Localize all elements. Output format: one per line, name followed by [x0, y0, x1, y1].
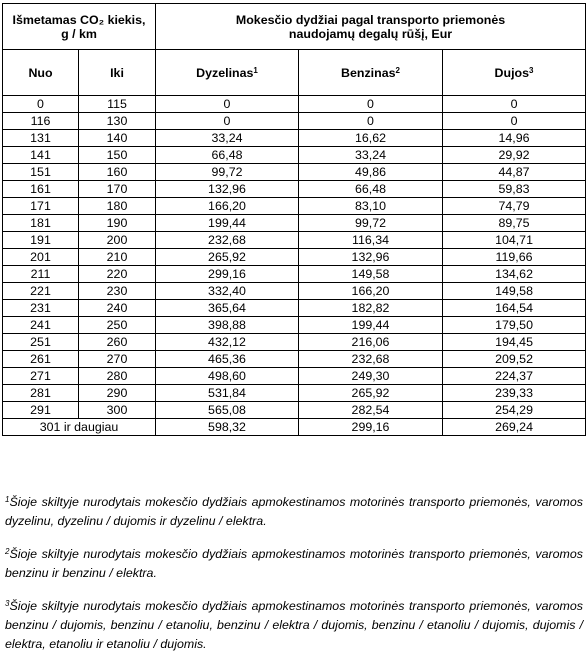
cell-petrol: 166,20 [299, 283, 443, 300]
footnote-petrol: $^2$Šioje skiltyje nurodytais mokesčio dydžiais apmokestinamos motorinės transporto priemonės, varomos benzinu ir benzinu / elektra. [5, 547, 583, 580]
col-header-diesel: Dyzelinas$^1$ [156, 50, 299, 96]
table-row [3, 351, 586, 368]
cell-diesel: 132,96 [156, 181, 299, 198]
table-row [3, 266, 586, 283]
cell-from: 141 [3, 147, 79, 164]
cell-to: 300 [79, 402, 156, 419]
table-header [3, 4, 586, 96]
cell-from: 261 [3, 351, 79, 368]
col-header-gas: Dujos$^3$ [443, 50, 586, 96]
co2-header-line1: Išmetamas CO₂ kiekis, [12, 12, 146, 27]
cell-gas: 29,92 [443, 147, 586, 164]
co2-header [3, 4, 156, 50]
cell-diesel: 432,12 [156, 334, 299, 351]
cell-to: 250 [79, 317, 156, 334]
cell-diesel: 565,08 [156, 402, 299, 419]
tax-header-line1: Mokesčio dydžiai pagal transporto priemonės [235, 12, 506, 27]
cell-diesel: 0 [156, 113, 299, 130]
cell-from: 241 [3, 317, 79, 334]
table-row [3, 317, 586, 334]
cell-gas: 239,33 [443, 385, 586, 402]
cell-gas: 59,83 [443, 181, 586, 198]
table-row [3, 181, 586, 198]
cell-to: 190 [79, 215, 156, 232]
cell-to: 260 [79, 334, 156, 351]
cell-to: 160 [79, 164, 156, 181]
cell-to: 240 [79, 300, 156, 317]
cell-petrol: 232,68 [299, 351, 443, 368]
table-row-last [3, 419, 586, 436]
cell-from: 131 [3, 130, 79, 147]
table-row [3, 113, 586, 130]
cell-gas: 0 [443, 113, 586, 130]
cell-from: 0 [3, 96, 79, 113]
cell-from: 151 [3, 164, 79, 181]
cell-gas: 224,37 [443, 368, 586, 385]
tax-rate-header [156, 4, 586, 50]
cell-petrol: 66,48 [299, 181, 443, 198]
cell-to: 180 [79, 198, 156, 215]
cell-to: 270 [79, 351, 156, 368]
cell-petrol: 116,34 [299, 232, 443, 249]
cell-to: 140 [79, 130, 156, 147]
cell-range: 301 ir daugiau [3, 419, 156, 436]
cell-petrol: 299,16 [299, 419, 443, 436]
cell-to: 210 [79, 249, 156, 266]
footnote-gas: $^3$Šioje skiltyje nurodytais mokesčio dydžiais apmokestinamos motorinės transporto priemonės, varomos benzinu / dujomis, benzinu / etanoliu, benzinu / elektra / dujomis, benzinu / etanoliu / dujomis, dujomis / elektra, etanoliu ir etanoliu / dujomis. [5, 599, 584, 651]
cell-to: 150 [79, 147, 156, 164]
cell-diesel: 166,20 [156, 198, 299, 215]
cell-from: 191 [3, 232, 79, 249]
cell-petrol: 33,24 [299, 147, 443, 164]
cell-petrol: 83,10 [299, 198, 443, 215]
cell-gas: 164,54 [443, 300, 586, 317]
cell-from: 181 [3, 215, 79, 232]
cell-diesel: 99,72 [156, 164, 299, 181]
cell-to: 280 [79, 368, 156, 385]
table-row [3, 215, 586, 232]
tax-header-line2: naudojamų degalų rūšį, Eur [288, 26, 453, 41]
cell-petrol: 16,62 [299, 130, 443, 147]
cell-from: 281 [3, 385, 79, 402]
cell-diesel: 531,84 [156, 385, 299, 402]
cell-diesel: 199,44 [156, 215, 299, 232]
cell-petrol: 132,96 [299, 249, 443, 266]
cell-gas: 104,71 [443, 232, 586, 249]
cell-diesel: 66,48 [156, 147, 299, 164]
cell-petrol: 282,54 [299, 402, 443, 419]
co2-header-line2: g / km [61, 26, 97, 41]
cell-gas: 269,24 [443, 419, 586, 436]
header-row-top [3, 4, 586, 50]
cell-petrol: 0 [299, 96, 443, 113]
cell-diesel: 498,60 [156, 368, 299, 385]
tax-table [2, 3, 586, 436]
table-row [3, 130, 586, 147]
table-row [3, 368, 586, 385]
cell-from: 271 [3, 368, 79, 385]
cell-diesel: 0 [156, 96, 299, 113]
table-row [3, 147, 586, 164]
table-row [3, 232, 586, 249]
cell-diesel: 265,92 [156, 249, 299, 266]
cell-petrol: 249,30 [299, 368, 443, 385]
cell-gas: 134,62 [443, 266, 586, 283]
table-row [3, 198, 586, 215]
cell-petrol: 265,92 [299, 385, 443, 402]
col-header-to: Iki [79, 50, 156, 96]
cell-gas: 44,87 [443, 164, 586, 181]
cell-petrol: 199,44 [299, 317, 443, 334]
cell-petrol: 49,86 [299, 164, 443, 181]
cell-gas: 209,52 [443, 351, 586, 368]
cell-gas: 179,50 [443, 317, 586, 334]
cell-diesel: 465,36 [156, 351, 299, 368]
cell-from: 231 [3, 300, 79, 317]
cell-diesel: 398,88 [156, 317, 299, 334]
table-row [3, 164, 586, 181]
cell-to: 230 [79, 283, 156, 300]
cell-from: 201 [3, 249, 79, 266]
cell-from: 211 [3, 266, 79, 283]
cell-to: 115 [79, 96, 156, 113]
cell-petrol: 0 [299, 113, 443, 130]
cell-gas: 194,45 [443, 334, 586, 351]
cell-to: 200 [79, 232, 156, 249]
table-row [3, 385, 586, 402]
cell-gas: 254,29 [443, 402, 586, 419]
cell-petrol: 182,82 [299, 300, 443, 317]
cell-from: 116 [3, 113, 79, 130]
cell-diesel: 232,68 [156, 232, 299, 249]
cell-diesel: 299,16 [156, 266, 299, 283]
cell-petrol: 99,72 [299, 215, 443, 232]
cell-from: 171 [3, 198, 79, 215]
cell-from: 161 [3, 181, 79, 198]
table-row [3, 402, 586, 419]
header-row-columns [3, 50, 586, 96]
col-header-from: Nuo [3, 50, 79, 96]
cell-gas: 0 [443, 96, 586, 113]
table-row [3, 96, 586, 113]
cell-gas: 149,58 [443, 283, 586, 300]
cell-petrol: 216,06 [299, 334, 443, 351]
table-row [3, 334, 586, 351]
cell-to: 220 [79, 266, 156, 283]
cell-gas: 89,75 [443, 215, 586, 232]
cell-from: 251 [3, 334, 79, 351]
cell-diesel: 332,40 [156, 283, 299, 300]
cell-to: 130 [79, 113, 156, 130]
table-row [3, 300, 586, 317]
cell-gas: 14,96 [443, 130, 586, 147]
cell-to: 170 [79, 181, 156, 198]
cell-from: 221 [3, 283, 79, 300]
footnote-diesel: $^1$Šioje skiltyje nurodytais mokesčio dydžiais apmokestinamos motorinės transporto priemonės, varomos dyzelinu, dyzelinu / dujomis ir dyzelinu / elektra. [5, 495, 583, 528]
table-row [3, 283, 586, 300]
cell-diesel: 33,24 [156, 130, 299, 147]
cell-petrol: 149,58 [299, 266, 443, 283]
cell-gas: 74,79 [443, 198, 586, 215]
col-header-petrol: Benzinas$^2$ [299, 50, 443, 96]
cell-gas: 119,66 [443, 249, 586, 266]
table-row [3, 249, 586, 266]
cell-diesel: 598,32 [156, 419, 299, 436]
cell-diesel: 365,64 [156, 300, 299, 317]
cell-from: 291 [3, 402, 79, 419]
cell-to: 290 [79, 385, 156, 402]
table-body [3, 96, 586, 436]
